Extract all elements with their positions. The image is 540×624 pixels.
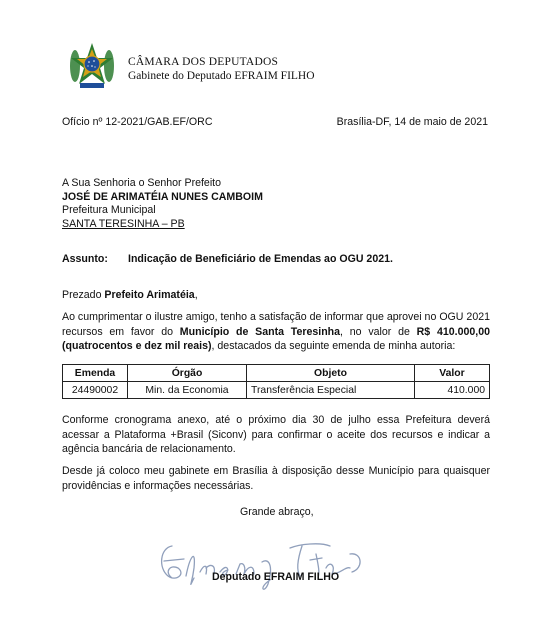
paragraph-1-a: Ao cumprimentar o ilustre amigo, tenho a satisfação de informar que aprovei no OGU 2021 recursos em favor do <box>62 311 490 338</box>
cell-emenda: 24490002 <box>63 382 128 399</box>
paragraph-2: Conforme cronograma anexo, até o próximo dia 30 de julho essa Prefeitura deverá acessar a Plataforma +Brasil (Siconv) para confirmar o aceite dos recursos e indicar a agência bancária de relacionamento. <box>62 414 490 455</box>
signatory-name: Deputado EFRAIM FILHO <box>212 571 340 583</box>
closing: Grande abraço, <box>240 506 314 518</box>
paragraph-3: Desde já coloco meu gabinete em Brasília à disposição desse Município para quaisquer providências e informações necessárias. <box>62 465 490 492</box>
cell-valor: 410.000 <box>415 382 490 399</box>
coat-of-arms-icon <box>66 40 118 92</box>
paragraph-1-c: , no valor de <box>340 325 417 338</box>
column-header-emenda: Emenda <box>63 365 128 382</box>
recipient-city: SANTA TERESINHA – PB <box>62 217 185 230</box>
handwritten-signature <box>150 528 380 608</box>
recipient-salutation: A Sua Senhoria o Senhor Prefeito <box>62 177 222 189</box>
column-header-valor: Valor <box>415 365 490 382</box>
table-header-row <box>63 365 490 382</box>
paragraph-1 <box>62 310 490 354</box>
paragraph-1-e: , destacados da seguinte emenda de minha autoria: <box>211 340 456 352</box>
greeting <box>62 289 198 301</box>
subject-text: Indicação de Beneficiário de Emendas ao OGU 2021. <box>128 253 393 265</box>
recipient-org: Prefeitura Municipal <box>62 204 156 216</box>
amount-value: R$ 410.000,00 (quatrocentos e dez mil reais) <box>62 325 490 352</box>
subject-label: Assunto: <box>62 253 108 265</box>
greeting-suffix: , <box>194 289 198 301</box>
cell-orgao: Min. da Economia <box>128 382 247 399</box>
document-reference: Ofício nº 12-2021/GAB.EF/ORC <box>62 116 213 128</box>
institution-name: CÂMARA DOS DEPUTADOS <box>128 56 279 68</box>
greeting-prefix: Prezado <box>62 289 105 301</box>
greeting-name: Prefeito Arimatéia <box>104 289 195 301</box>
place-date: Brasília-DF, 14 de maio de 2021 <box>336 116 488 128</box>
recipient-name: JOSÉ DE ARIMATÉIA NUNES CAMBOIM <box>62 190 263 203</box>
column-header-orgao: Órgão <box>128 365 247 382</box>
cell-objeto: Transferência Especial <box>247 382 415 399</box>
recipient-block <box>62 177 263 231</box>
table-row <box>63 382 490 399</box>
column-header-objeto: Objeto <box>247 365 415 382</box>
amendments-table <box>62 364 490 399</box>
office-name: Gabinete do Deputado EFRAIM FILHO <box>128 70 315 82</box>
municipality-name: Município de Santa Teresinha <box>179 325 341 338</box>
